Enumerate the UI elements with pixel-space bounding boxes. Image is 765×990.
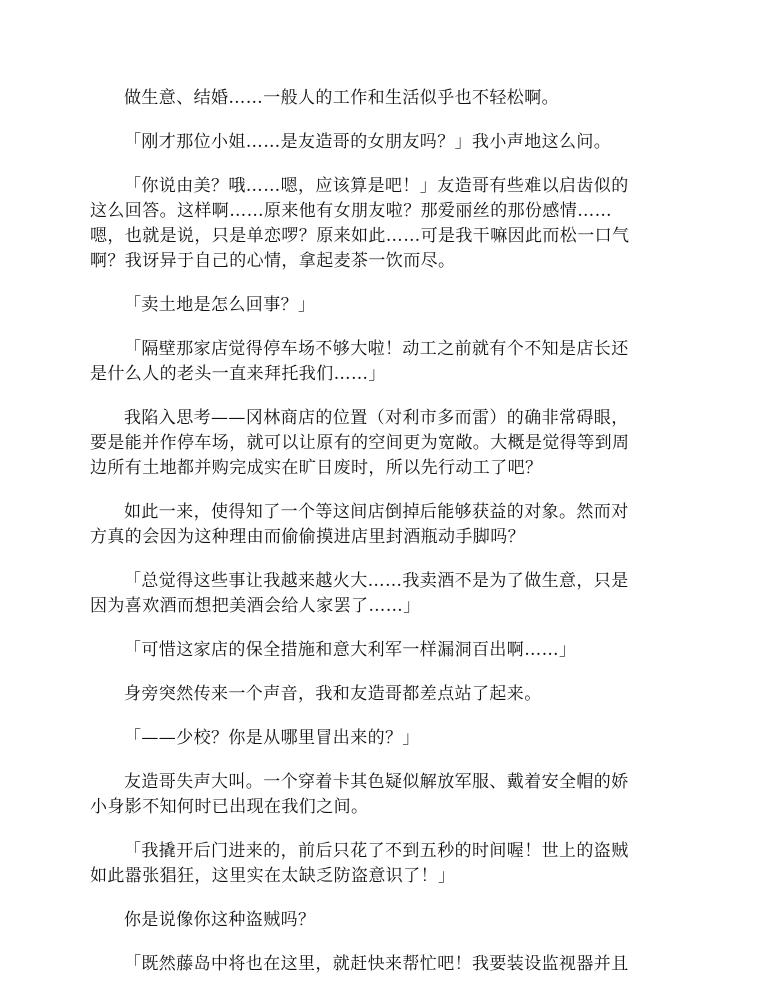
paragraph [90,638,679,663]
text-line: 啊？我讶异于自己的心情，拿起麦茶一饮而尽。 [90,251,456,271]
paragraph [90,293,679,318]
paragraph [90,174,679,274]
text-line: 你是说像你这种盗贼吗？ [124,910,316,930]
text-line: 因为喜欢酒而想把美酒会给人家罢了……」 [90,596,421,616]
text-line: 方真的会因为这种理由而偷偷摸进店里封酒瓶动手脚吗？ [90,527,525,547]
text-line: 嗯，也就是说，只是单恋啰？原来如此……可是我干嘛因此而松一口气 [90,226,630,246]
paragraph [90,500,679,550]
text-line: 「既然藤岛中将也在这里，就赶快来帮忙吧！我要装设监视器并且 [124,954,629,974]
text-line: 我陷入思考——冈林商店的位置（对利市多而雷）的确非常碍眼， [124,408,629,428]
paragraph [90,726,679,751]
text-line: 「——少校？你是从哪里冒出来的？」 [124,728,420,748]
paragraph [90,337,679,387]
text-line: 如此一来，使得知了一个等这间店倒掉后能够获益的对象。然而对 [124,502,629,522]
text-line: 「刚才那位小姐……是友造哥的女朋友吗？」我小声地这么问。 [124,132,612,152]
text-line: 「卖土地是怎么回事？」 [124,295,316,315]
text-line: 这么回答。这样啊……原来他有女朋友啦？那爱丽丝的那份感情…… [90,201,612,221]
text-line: 「可惜这家店的保全措施和意大利军一样漏洞百出啊……」 [124,640,577,660]
paragraph [90,130,679,155]
paragraph [90,952,679,977]
paragraph [90,86,679,111]
text-line: 「总觉得这些事让我越来越火大……我卖酒不是为了做生意，只是 [124,571,629,591]
text-line: 身旁突然传来一个声音，我和友造哥都差点站了起来。 [124,684,542,704]
paragraph [90,682,679,707]
text-line: 如此嚣张猖狂，这里实在太缺乏防盗意识了！」 [90,866,456,886]
text-line: 「我撬开后门进来的，前后只花了不到五秒的时间喔！世上的盗贼 [124,841,629,861]
text-line: 是什么人的老头一直来拜托我们……」 [90,364,386,384]
text-line: 「隔壁那家店觉得停车场不够大啦！动工之前就有个不知是店长还 [124,339,629,359]
text-line: 小身影不知何时已出现在我们之间。 [90,797,369,817]
text-line: 做生意、结婚……一般人的工作和生活似乎也不轻松啊。 [124,88,559,108]
paragraph [90,839,679,889]
paragraph [90,569,679,619]
text-line: 友造哥失声大叫。一个穿着卡其色疑似解放军服、戴着安全帽的娇 [124,772,629,792]
text-line: 「你说由美？哦……嗯，应该算是吧！」友造哥有些难以启齿似的 [124,176,629,196]
paragraph [90,406,679,481]
text-line: 要是能并作停车场，就可以让原有的空间更为宽敞。大概是觉得等到周 [90,433,630,453]
text-line: 边所有土地都并购完成实在旷日废时，所以先行动工了吧？ [90,458,543,478]
paragraph [90,908,679,933]
paragraph [90,770,679,820]
